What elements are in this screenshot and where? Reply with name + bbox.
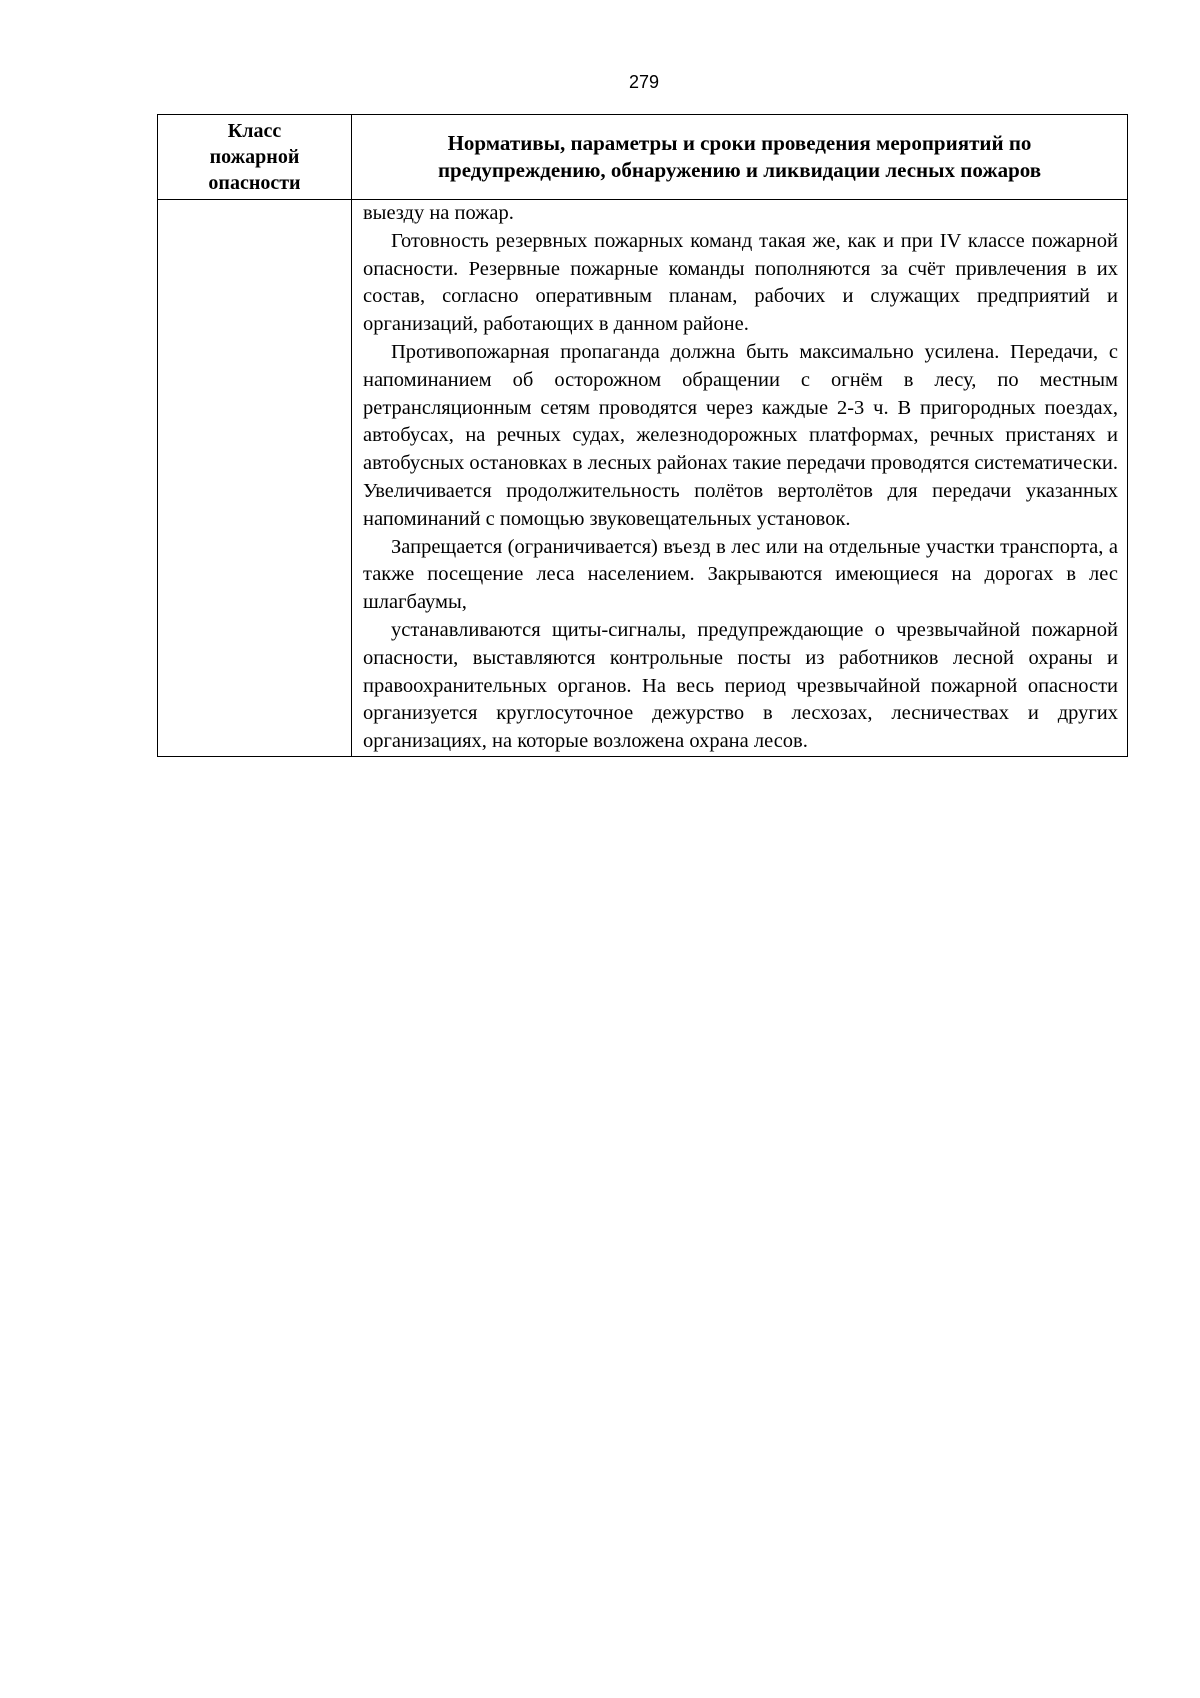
table-header-row: [158, 115, 1128, 200]
header-class-line-3: опасности: [208, 172, 301, 194]
header-norms-parameters: [352, 115, 1128, 200]
page-number: 279: [628, 72, 660, 92]
cell-norms-text: [352, 200, 1128, 757]
norms-paragraph-5: устанавливаются щиты-сигналы, предупреждающие о чрезвычайной пожарной опасности, выставляются контрольные посты из работников лесной охраны и правоохранительных органов. На весь период чрезвычайной пожарной опасности организуется круглосуточное дежурство в лесхозах, лесничествах и других организациях, на которые возложена охрана лесов.: [363, 618, 1118, 753]
norms-paragraph-1: выезду на пожар.: [363, 202, 514, 224]
norms-paragraph-2: Готовность резервных пожарных команд такая же, как и при IV классе пожарной опасности. Резервные пожарные команды пополняются за счёт привлечения в их состав, согласно оперативным планам, рабочих и служащих предприятий и организаций, работающих в данном районе.: [363, 229, 1118, 336]
header-fire-danger-class: [158, 115, 352, 200]
norms-paragraph-3: Противопожарная пропаганда должна быть максимально усилена. Передачи, с напоминанием об осторожном обращении с огнём в лесу, по местным ретрансляционным сетям проводятся через каждые 2-3 ч. В пригородных поездах, автобусах, на речных судах, железнодорожных платформах, речных пристанях и автобусных остановках в лесных районах такие передачи проводятся систематически. Увеличивается продолжительность полётов вертолётов для передачи указанных напоминаний с помощью звуковещательных установок.: [363, 340, 1118, 530]
cell-fire-danger-class: [158, 200, 352, 757]
norms-text-block: [352, 200, 1127, 756]
header-norms-line-1: Нормативы, параметры и сроки проведения мероприятий по: [447, 130, 1032, 155]
header-class-line-1: Класс: [227, 120, 282, 142]
table-row: [158, 200, 1128, 757]
fire-danger-table: [157, 114, 1128, 757]
header-class-line-2: пожарной: [209, 146, 300, 168]
table-body: [158, 200, 1128, 757]
norms-paragraph-4: Запрещается (ограничивается) въезд в лес или на отдельные участки транспорта, а также посещение леса населением. Закрываются имеющиеся на дорогах в лес шлагбаумы,: [363, 535, 1118, 614]
header-norms-line-2: предупреждению, обнаружению и ликвидации лесных пожаров: [437, 158, 1042, 182]
table-header: [158, 115, 1128, 200]
